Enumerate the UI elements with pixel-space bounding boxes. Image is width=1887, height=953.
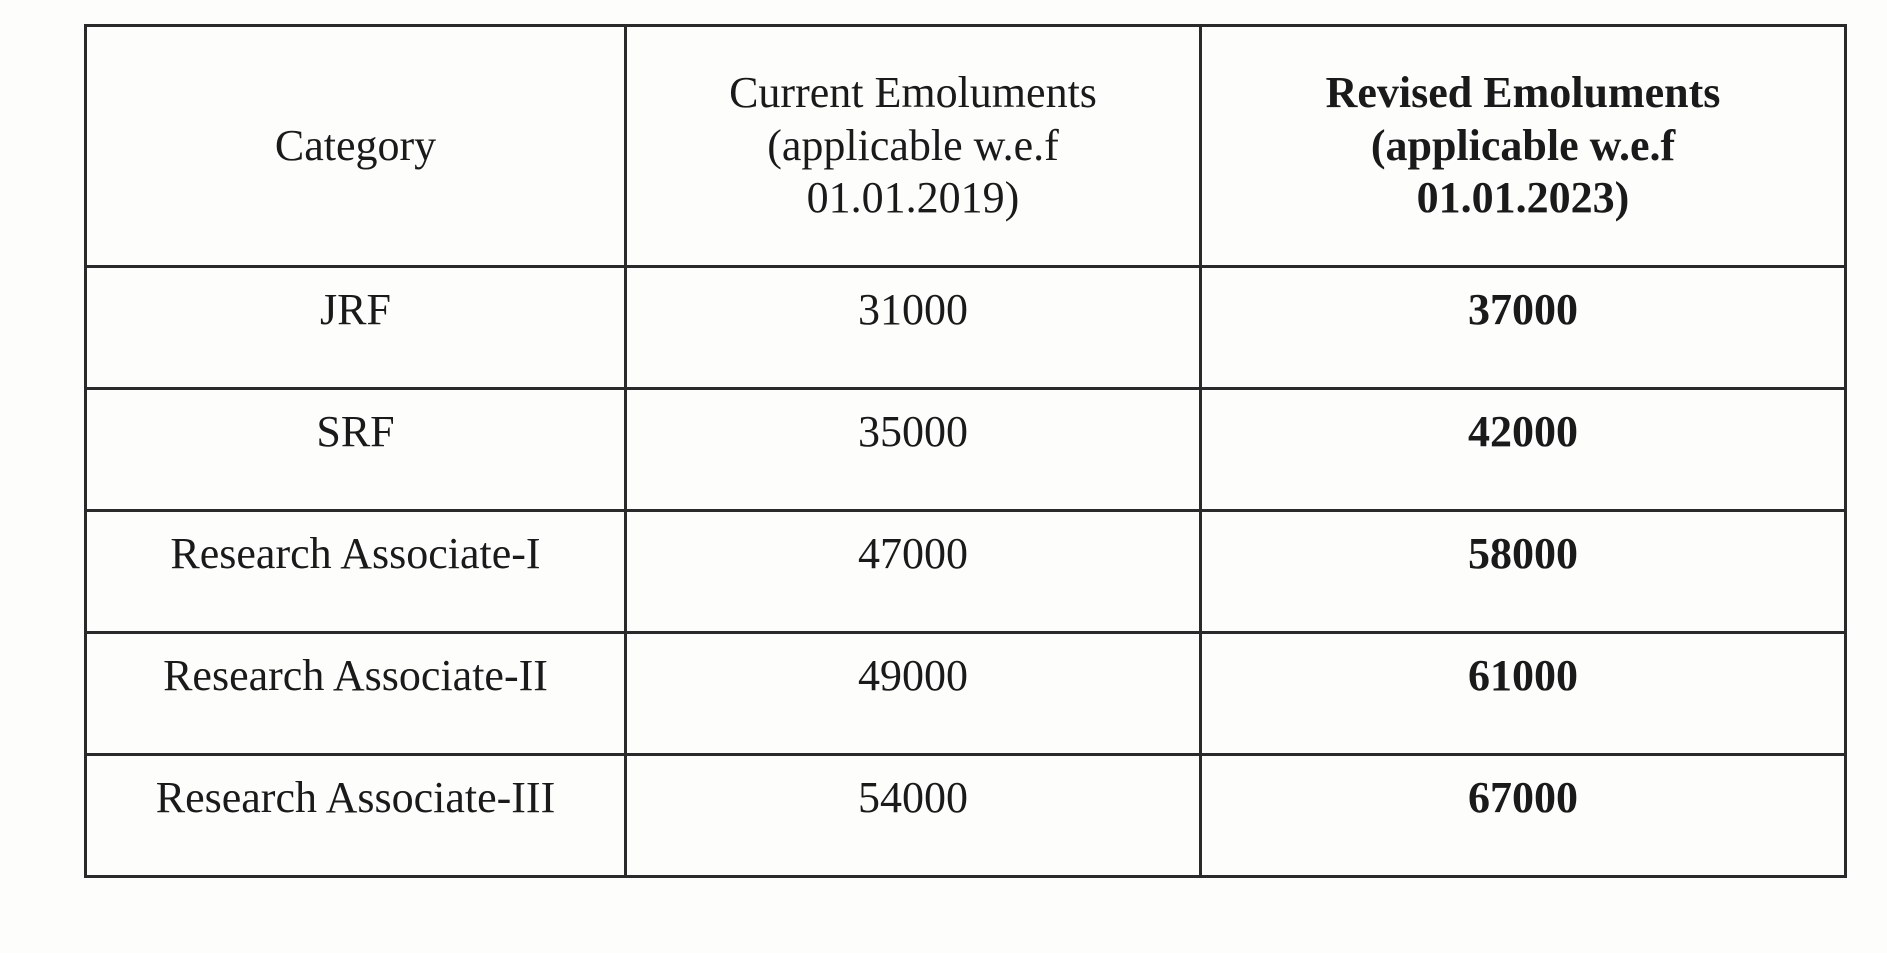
cell-category: Research Associate-II	[86, 633, 626, 755]
cell-current: 35000	[626, 389, 1201, 511]
emoluments-table	[84, 24, 1847, 878]
header-current-emoluments	[626, 26, 1201, 267]
cell-current: 47000	[626, 511, 1201, 633]
table-row	[86, 633, 1846, 755]
header-revised-line-3: 01.01.2023)	[1416, 173, 1630, 223]
cell-category: Research Associate-III	[86, 755, 626, 877]
table-row	[86, 267, 1846, 389]
header-revised-emoluments	[1201, 26, 1846, 267]
header-current-line-3: 01.01.2019)	[806, 173, 1020, 223]
table-header-row	[86, 26, 1846, 267]
cell-current: 54000	[626, 755, 1201, 877]
table-row	[86, 755, 1846, 877]
table-row	[86, 511, 1846, 633]
cell-current: 31000	[626, 267, 1201, 389]
cell-category: JRF	[86, 267, 626, 389]
cell-revised: 37000	[1201, 267, 1846, 389]
header-category-label: Category	[274, 120, 437, 170]
cell-revised: 67000	[1201, 755, 1846, 877]
cell-revised: 58000	[1201, 511, 1846, 633]
header-revised-line-1: Revised Emoluments	[1325, 67, 1721, 117]
header-category	[86, 26, 626, 267]
cell-current: 49000	[626, 633, 1201, 755]
cell-category: SRF	[86, 389, 626, 511]
cell-category: Research Associate-I	[86, 511, 626, 633]
cell-revised: 42000	[1201, 389, 1846, 511]
header-revised-line-2: (applicable w.e.f	[1370, 120, 1676, 170]
cell-revised: 61000	[1201, 633, 1846, 755]
header-current-line-2: (applicable w.e.f	[767, 120, 1059, 170]
table-row	[86, 389, 1846, 511]
header-current-line-1: Current Emoluments	[729, 67, 1097, 117]
